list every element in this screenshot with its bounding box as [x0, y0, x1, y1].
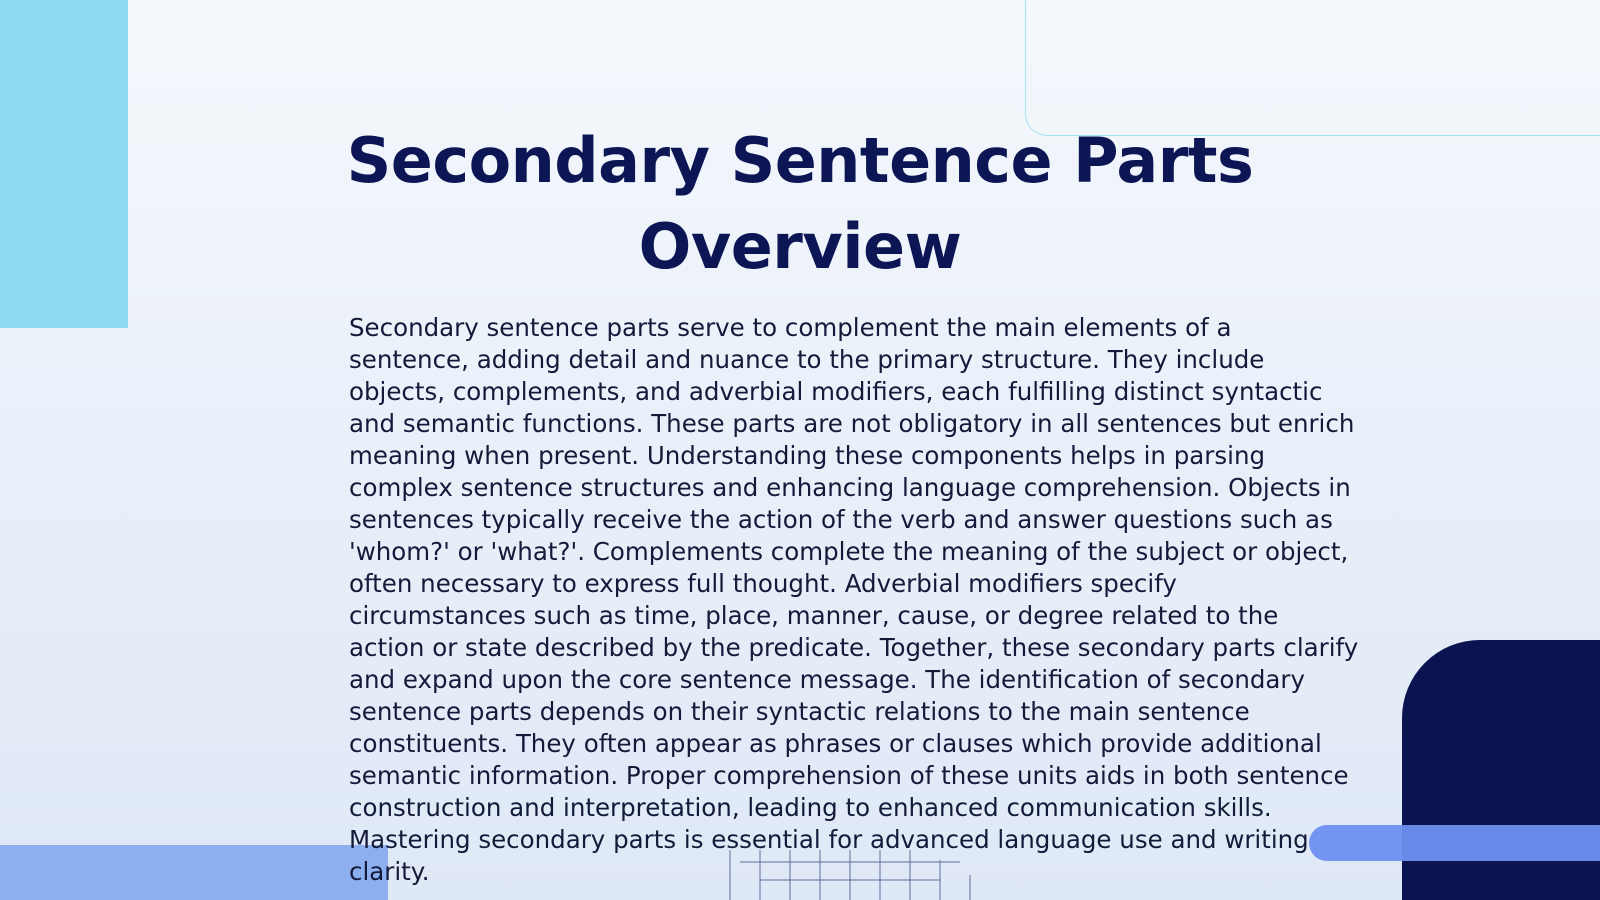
decorative-navy-panel	[1402, 640, 1600, 900]
decorative-outline-frame	[1025, 0, 1600, 136]
slide-title: Secondary Sentence Parts Overview	[346, 124, 1254, 283]
decorative-blue-bar	[0, 845, 388, 900]
decorative-cyan-block	[0, 0, 128, 328]
slide-body-text: Secondary sentence parts serve to complement the main elements of a sentence, adding detail and nuance to the primary structure. They include objects, complements, and adverbial modifiers, each fulfilling distinct syntactic and semantic functions. These parts are not obligatory in all sentences but enrich meaning when present. Understanding these components helps in parsing complex sentence structures and enhancing language comprehension. Objects in sentences typically receive the action of the verb and answer questions such as 'whom?' or 'what?'. Complements complete the meaning of the subject or object, often necessary to express full thought. Adverbial modifiers specify circumstances such as time, place, manner, cause, or degree related to the action or state described by the predicate. Together, these secondary parts clarify and expand upon the core sentence message. The identification of secondary sentence parts depends on their syntactic relations to the main sentence constituents. They often appear as phrases or clauses which provide additional semantic information. Proper comprehension of these units aids in both sentence construction and interpretation, leading to enhanced communication skills. Mastering secondary parts is essential for advanced language use and writing clarity.	[349, 313, 1359, 886]
